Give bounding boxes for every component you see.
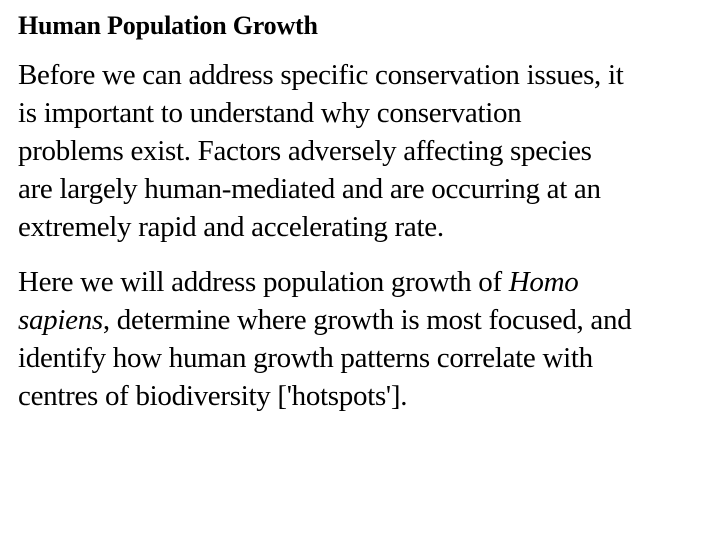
paragraph-line: is important to understand why conservation [18, 97, 522, 129]
paragraph-line: problems exist. Factors adversely affecting species [18, 135, 592, 167]
paragraph-line: identify how human growth patterns correlate with [18, 342, 593, 374]
paragraph-line: are largely human-mediated and are occurring at an [18, 173, 601, 205]
species-name-epithet: sapiens [18, 304, 103, 336]
paragraph-line: extremely rapid and accelerating rate. [18, 211, 444, 243]
paragraph-line: Before we can address specific conservation issues, it [18, 59, 624, 91]
page-title: Human Population Growth [18, 11, 318, 40]
line-text: , determine where growth is most focused, and [102, 304, 632, 336]
paragraph-line [18, 263, 718, 301]
line-text: Here we will address population growth of [18, 266, 509, 298]
paragraph-line [18, 301, 718, 339]
species-name-genus: Homo [508, 266, 579, 298]
objectives-paragraph [18, 263, 718, 415]
intro-paragraph [18, 56, 718, 246]
paragraph-line: centres of biodiversity ['hotspots']. [18, 380, 408, 412]
